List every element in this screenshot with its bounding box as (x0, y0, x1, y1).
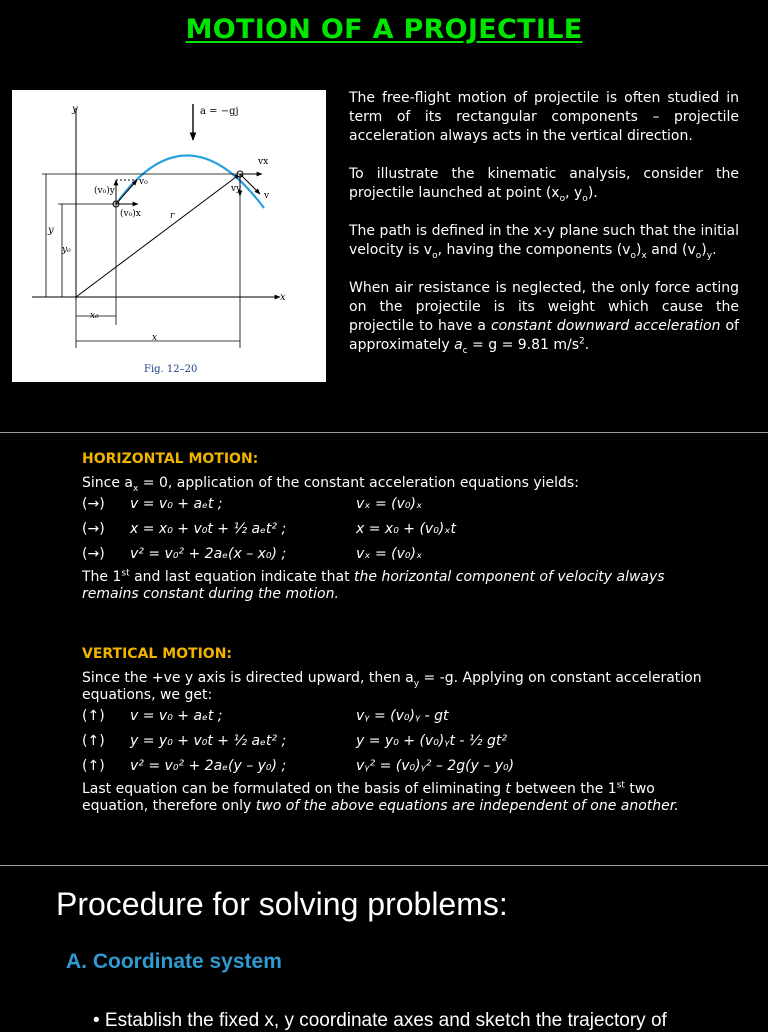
divider-2 (0, 865, 768, 866)
equation-row: (↑) v = v₀ + aₑt ; vᵧ = (v₀)ᵧ - gt (82, 708, 449, 724)
procedure-subsection: A. Coordinate system (66, 950, 282, 973)
intro-para-2: To illustrate the kinematic analysis, consider the projectile launched at point ($x_o$, $y_o$). (349, 166, 739, 204)
svg-text:y₀: y₀ (62, 245, 71, 255)
svg-text:y: y (72, 104, 78, 115)
intro-para-1: The free-flight motion of projectile is often studied in term of its rectangular components – projectile acceleration always acts in the vertical direction. (349, 90, 739, 144)
intro-para-3: The path is defined in the x-y plane such that the initial velocity is $v_o$, having the components $(v_o)_x$ and $(v_o)_y$. (349, 223, 739, 261)
accel-label: a = −gj (200, 106, 239, 117)
svg-text:v₀: v₀ (139, 177, 148, 187)
svg-text:x: x (280, 292, 286, 303)
svg-text:vy: vy (231, 184, 242, 194)
horizontal-heading: HORIZONTAL MOTION: (82, 451, 259, 467)
divider-1 (0, 432, 768, 433)
horizontal-intro: Since $a_x = 0$, application of the constant acceleration equations yields: (82, 475, 579, 494)
equation-row: (→) v = v₀ + aₑt ; vₓ = (v₀)ₓ (82, 496, 423, 512)
equation-row: (↑) y = y₀ + v₀t + ½ aₑt² ; y = y₀ + (v₀)ᵧt - ½ gt² (82, 733, 507, 749)
svg-text:x: x (152, 333, 158, 343)
svg-text:(v₀)y: (v₀)y (94, 186, 115, 196)
v0-vector (116, 180, 137, 204)
svg-text:r: r (170, 211, 175, 221)
svg-text:x₀: x₀ (90, 311, 99, 321)
svg-text:(v₀)x: (v₀)x (120, 209, 141, 219)
intro-para-4: When air resistance is neglected, the only force acting on the projectile is its weight which cause the projectile to have a constant downward acceleration of approximately $a_c = g = 9.81$ $m/s^2$. (349, 280, 739, 356)
vertical-motion-section (82, 646, 722, 815)
intro-text (349, 89, 739, 374)
projectile-diagram (12, 90, 326, 382)
slide-title: MOTION OF A PROJECTILE (185, 14, 583, 45)
figure-caption: Fig. 12–20 (144, 364, 198, 375)
projectile-figure (12, 90, 326, 382)
svg-text:v: v (264, 191, 270, 201)
equation-row: (→) v² = v₀² + 2aₑ(x – x₀) ; vₓ = (v₀)ₓ (82, 546, 423, 562)
vertical-note: Last equation can be formulated on the basis of eliminating t between the 1st two equation, therefore only two of the above equations are independent of one another. (82, 780, 679, 814)
equation-row: (↑) v² = v₀² + 2aₑ(y – y₀) ; vᵧ² = (v₀)ᵧ² – 2g(y – y₀) (82, 758, 515, 774)
horizontal-motion-section (82, 451, 722, 603)
procedure-bullet: • Establish the fixed x, y coordinate axes and sketch the trajectory of (93, 1010, 667, 1031)
svg-text:y: y (48, 225, 54, 236)
horizontal-note: The 1st and last equation indicate that the horizontal component of velocity always remains constant during the motion. (82, 568, 665, 602)
vertical-heading: VERTICAL MOTION: (82, 646, 233, 662)
equation-row: (→) x = x₀ + v₀t + ½ aₑt² ; x = x₀ + (v₀)ₓt (82, 521, 456, 537)
vertical-intro: Since the +ve y axis is directed upward, then $a_y = -g$. Applying on constant acceleration equations, we get: (82, 670, 702, 703)
procedure-title: Procedure for solving problems: (56, 886, 508, 922)
svg-text:vx: vx (258, 157, 269, 167)
